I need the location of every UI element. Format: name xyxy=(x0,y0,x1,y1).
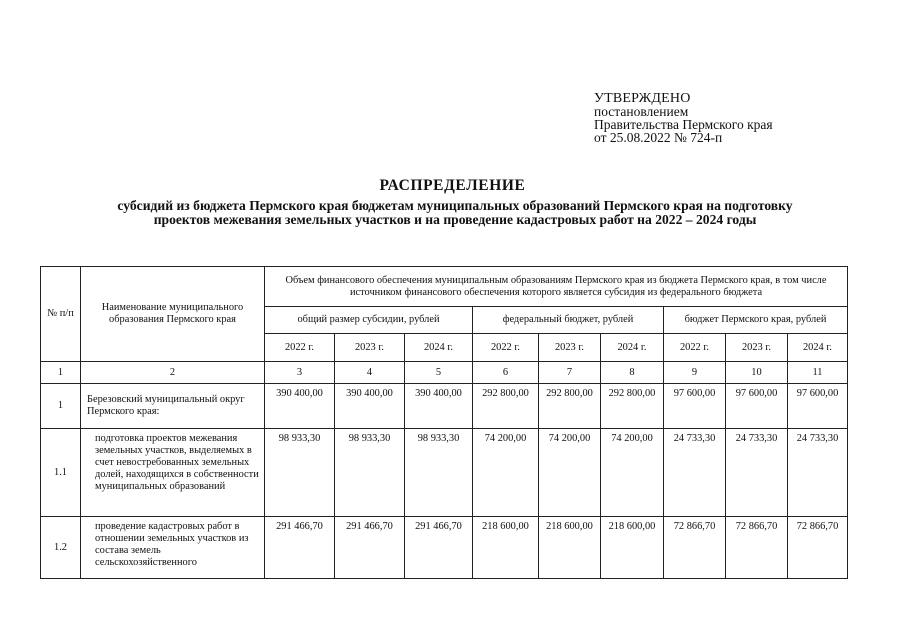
table-row xyxy=(41,517,848,579)
table-row xyxy=(41,384,848,429)
header-year: 2022 г. xyxy=(265,334,335,362)
column-number: 3 xyxy=(265,362,335,384)
column-number: 2 xyxy=(81,362,265,384)
column-numbers-row xyxy=(41,362,848,384)
header-group-regional: бюджет Пермского края, рублей xyxy=(664,307,848,334)
row-value: 98 933,30 xyxy=(265,429,335,517)
header-year: 2024 г. xyxy=(405,334,473,362)
approval-line-3: от 25.08.2022 № 724-п xyxy=(594,130,723,145)
row-value: 74 200,00 xyxy=(539,429,601,517)
column-number: 5 xyxy=(405,362,473,384)
table-row xyxy=(41,429,848,517)
row-value: 72 866,70 xyxy=(664,517,726,579)
row-value: 72 866,70 xyxy=(788,517,848,579)
document-subtitle xyxy=(40,199,870,227)
approval-line-2: Правительства Пермского края xyxy=(594,117,773,132)
column-number: 4 xyxy=(335,362,405,384)
header-num: № п/п xyxy=(41,267,81,362)
column-number: 10 xyxy=(726,362,788,384)
row-name: подготовка проектов межевания земельных участков, выделяемых в счет невостребованных земельных долей, находящихся в собственности муниципальных образований xyxy=(81,429,265,517)
header-year: 2022 г. xyxy=(664,334,726,362)
approval-title: УТВЕРЖДЕНО xyxy=(594,91,691,106)
document-subtitle-line-1: субсидий из бюджета Пермского края бюджетам муниципальных образований Пермского края на подготовку xyxy=(117,198,793,213)
row-value: 291 466,70 xyxy=(335,517,405,579)
row-value: 292 800,00 xyxy=(601,384,664,429)
header-year: 2023 г. xyxy=(539,334,601,362)
row-value: 390 400,00 xyxy=(405,384,473,429)
header-year: 2024 г. xyxy=(788,334,848,362)
header-year: 2022 г. xyxy=(473,334,539,362)
column-number: 9 xyxy=(664,362,726,384)
column-number: 1 xyxy=(41,362,81,384)
row-value: 72 866,70 xyxy=(726,517,788,579)
approval-stamp xyxy=(594,92,773,144)
row-value: 24 733,30 xyxy=(788,429,848,517)
column-number: 6 xyxy=(473,362,539,384)
row-value: 24 733,30 xyxy=(726,429,788,517)
header-year: 2024 г. xyxy=(601,334,664,362)
header-row-1 xyxy=(41,267,848,307)
row-value: 97 600,00 xyxy=(788,384,848,429)
row-value: 292 800,00 xyxy=(539,384,601,429)
header-year: 2023 г. xyxy=(726,334,788,362)
row-value: 98 933,30 xyxy=(335,429,405,517)
row-value: 97 600,00 xyxy=(726,384,788,429)
row-value: 24 733,30 xyxy=(664,429,726,517)
row-num: 1.1 xyxy=(41,429,81,517)
row-value: 97 600,00 xyxy=(664,384,726,429)
row-value: 218 600,00 xyxy=(539,517,601,579)
column-number: 8 xyxy=(601,362,664,384)
row-value: 74 200,00 xyxy=(473,429,539,517)
header-group-total: общий размер субсидии, рублей xyxy=(265,307,473,334)
row-name: Березовский муниципальный округ Пермского края: xyxy=(81,384,265,429)
row-value: 390 400,00 xyxy=(265,384,335,429)
header-name: Наименование муниципального образования Пермского края xyxy=(81,267,265,362)
row-value: 292 800,00 xyxy=(473,384,539,429)
header-group-federal: федеральный бюджет, рублей xyxy=(473,307,664,334)
row-value: 98 933,30 xyxy=(405,429,473,517)
distribution-table xyxy=(40,266,848,579)
document-subtitle-line-2: проектов межевания земельных участков и на проведение кадастровых работ на 2022 – 2024 годы xyxy=(153,212,757,227)
row-value: 218 600,00 xyxy=(473,517,539,579)
row-value: 218 600,00 xyxy=(601,517,664,579)
row-name: проведение кадастровых работ в отношении земельных участков из состава земель сельскохозяйственного xyxy=(81,517,265,579)
row-value: 74 200,00 xyxy=(601,429,664,517)
column-number: 7 xyxy=(539,362,601,384)
header-year: 2023 г. xyxy=(335,334,405,362)
row-num: 1.2 xyxy=(41,517,81,579)
document-title: РАСПРЕДЕЛЕНИЕ xyxy=(379,177,526,194)
approval-line-1: постановлением xyxy=(594,104,689,119)
header-volume: Объем финансового обеспечения муниципальным образованиям Пермского края из бюджета Пермского края, в том числе источником финансового обеспечения которого является субсидия из федерального бюджета xyxy=(265,267,848,307)
row-value: 291 466,70 xyxy=(265,517,335,579)
row-value: 291 466,70 xyxy=(405,517,473,579)
column-number: 11 xyxy=(788,362,848,384)
row-value: 390 400,00 xyxy=(335,384,405,429)
row-num: 1 xyxy=(41,384,81,429)
